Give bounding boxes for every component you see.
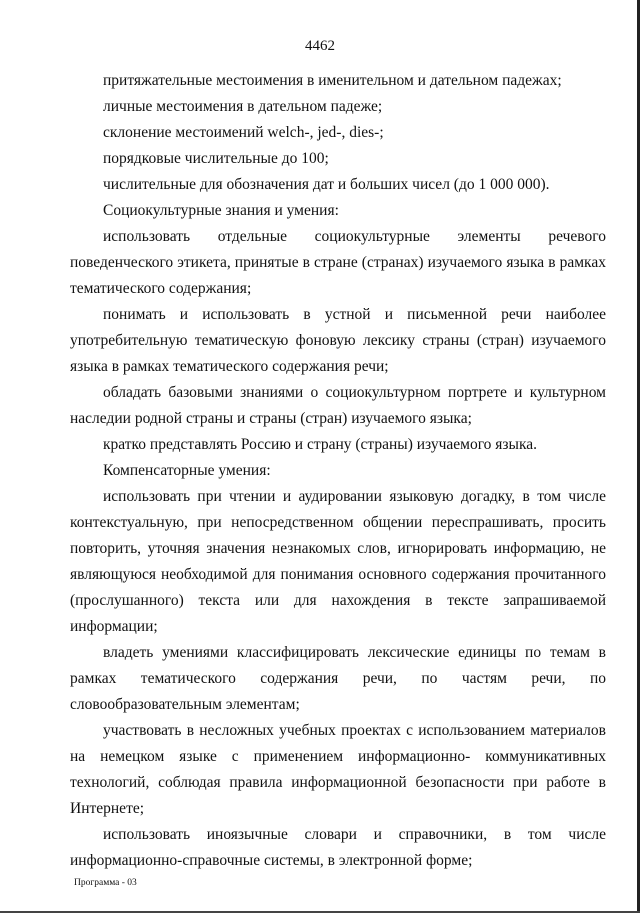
paragraph: притяжательные местоимения в именительном и дательном падежах; bbox=[103, 72, 562, 89]
footer-program-code: Программа - 03 bbox=[74, 878, 137, 888]
paragraph: использовать отдельные социокультурные элементы речевого поведенческого этикета, принятые в стране (странах) изучаемого языка в рамках тематического содержания; bbox=[70, 228, 606, 297]
paragraph: порядковые числительные до 100; bbox=[103, 150, 329, 167]
paragraph: кратко представлять Россию и страну (страны) изучаемого языка. bbox=[103, 436, 538, 453]
paragraph: владеть умениями классифицировать лексические единицы по темам в рамках тематического содержания речи, по частям речи, по словообразовательным элементам; bbox=[70, 644, 606, 713]
paragraph: участвовать в несложных учебных проектах с использованием материалов на немецком языке с применением информационно- коммуникативных технологий, соблюдая правила информационной безопасности при работе в Интернете; bbox=[70, 722, 606, 817]
paragraph: обладать базовыми знаниями о социокультурном портрете и культурном наследии родной страны и страны (стран) изучаемого языка; bbox=[70, 384, 606, 427]
paragraph: использовать иноязычные словари и справочники, в том числе информационно-справочные системы, в электронной форме; bbox=[70, 826, 606, 869]
page-number: 4462 bbox=[305, 38, 335, 54]
body-text bbox=[70, 68, 606, 874]
paragraph: личные местоимения в дательном падеже; bbox=[103, 98, 383, 115]
paragraph: склонение местоимений welch-, jed-, dies-; bbox=[103, 124, 384, 141]
section-heading: Социокультурные знания и умения: bbox=[103, 202, 339, 219]
paragraph: понимать и использовать в устной и письменной речи наиболее употребительную тематическую фоновую лексику страны (стран) изучаемого языка в рамках тематического содержания речи; bbox=[70, 306, 606, 375]
paragraph: числительные для обозначения дат и больших чисел (до 1 000 000). bbox=[103, 176, 550, 193]
section-heading: Компенсаторные умения: bbox=[103, 462, 271, 479]
paragraph: использовать при чтении и аудировании языковую догадку, в том числе контекстуальную, при непосредственном общении переспрашивать, просить повторить, уточняя значения незнакомых слов, игнорировать информацию, не являющуюся необходимой для понимания основного содержания прочитанного (прослушанного) текста или для нахождения в тексте запрашиваемой информации; bbox=[70, 488, 606, 635]
